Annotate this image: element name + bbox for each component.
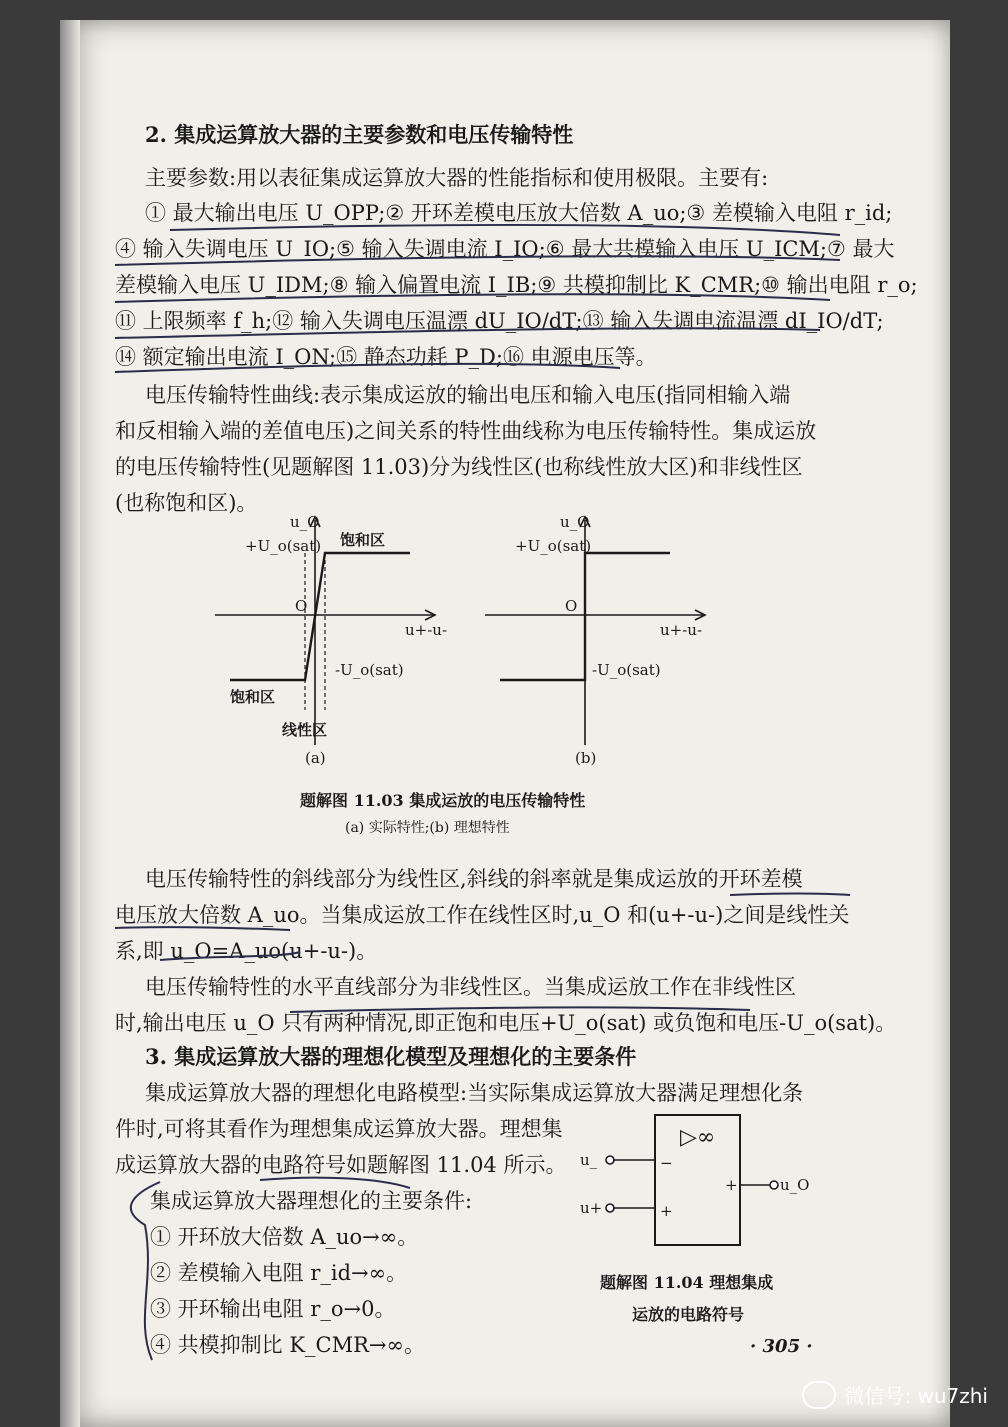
pos-sat-label: +U_o(sat) <box>245 537 322 555</box>
plus-sign: + <box>660 1202 673 1220</box>
noninverting-input-label: u+ <box>580 1199 603 1217</box>
page-number: · 305 · <box>750 1336 813 1357</box>
y-axis-label: u_O <box>290 513 320 531</box>
paragraph-line: 的电压传输特性(见题解图 11.03)分为线性区(也称线性放大区)和非线性区 <box>115 455 803 479</box>
paragraph-line: 成运算放大器的电路符号如题解图 11.04 所示。 <box>115 1153 567 1177</box>
pos-sat-label: +U_o(sat) <box>515 537 592 555</box>
condition-item: ② 差模输入电阻 r_id→∞。 <box>150 1261 408 1285</box>
sat-region-label: 饱和区 <box>340 531 386 549</box>
neg-sat-label: -U_o(sat) <box>335 661 404 679</box>
inverting-input-label: u_ <box>580 1151 598 1169</box>
sat-region-label: 饱和区 <box>230 688 276 706</box>
paragraph-line: 集成运算放大器的理想化电路模型:当实际集成运算放大器满足理想化条 <box>145 1081 804 1105</box>
figure-caption: 题解图 11.04 理想集成 <box>600 1273 774 1292</box>
figure-1103a <box>210 513 450 767</box>
paragraph-line: 差模输入电压 U_IDM;⑧ 输入偏置电流 I_IB;⑨ 共模抑制比 K_CMR;⑩ 输出电阻 r_o; <box>115 273 918 297</box>
figure-1103b <box>480 513 720 767</box>
paragraph-line: 电压传输特性曲线:表示集成运放的输出电压和输入电压(指同相输入端 <box>145 383 791 407</box>
x-axis-label: u+-u- <box>405 621 448 639</box>
figure-caption: 运放的电路符号 <box>632 1305 745 1324</box>
condition-item: ③ 开环输出电阻 r_o→0。 <box>150 1297 396 1321</box>
paragraph-line: 电压传输特性的水平直线部分为非线性区。当集成运放工作在非线性区 <box>145 975 796 999</box>
subfigure-label: (a) <box>305 749 326 767</box>
paragraph-line: (也称饱和区)。 <box>115 491 258 515</box>
watermark <box>802 1380 988 1409</box>
wechat-icon <box>802 1381 836 1409</box>
origin-label: O <box>295 597 308 615</box>
paragraph-line: ⑪ 上限频率 f_h;⑫ 输入失调电压温漂 dU_IO/dT;⑬ 输入失调电流温漂 dI_IO/dT; <box>115 309 884 333</box>
section2-heading: 2. 集成运算放大器的主要参数和电压传输特性 <box>145 122 574 147</box>
condition-item: ④ 共模抑制比 K_CMR→∞。 <box>150 1333 426 1357</box>
section3-heading: 3. 集成运算放大器的理想化模型及理想化的主要条件 <box>145 1044 637 1069</box>
watermark-text: 微信号: wu7zhi <box>844 1384 988 1408</box>
linear-region-label: 线性区 <box>282 721 328 739</box>
y-axis-label: u_O <box>560 513 590 531</box>
subfigure-label: (b) <box>575 749 597 767</box>
paragraph-line: 件时,可将其看作为理想集成运算放大器。理想集 <box>115 1117 563 1141</box>
amplifier-triangle-icon: ▷∞ <box>680 1125 716 1150</box>
handwritten-underlines <box>60 20 950 420</box>
condition-item: ① 开环放大倍数 A_uo→∞。 <box>150 1225 419 1249</box>
paragraph-line: 系,即 u_O=A_uo(u+-u-)。 <box>115 939 378 963</box>
handwritten-underlines <box>60 860 950 1060</box>
paragraph-line: 电压放大倍数 A_uo。当集成运放工作在线性区时,u_O 和(u+-u-)之间是线性关 <box>115 903 850 927</box>
paragraph-line: ④ 输入失调电压 U_IO;⑤ 输入失调电流 I_IO;⑥ 最大共模输入电压 U_ICM;⑦ 最大 <box>115 237 895 261</box>
figure-subcaption: (a) 实际特性;(b) 理想特性 <box>345 820 510 836</box>
neg-sat-label: -U_o(sat) <box>592 661 661 679</box>
paragraph-line: ① 最大输出电压 U_OPP;② 开环差模电压放大倍数 A_uo;③ 差模输入电阻 r_id; <box>145 201 893 225</box>
book-page <box>60 20 950 1427</box>
x-axis-label: u+-u- <box>660 621 703 639</box>
paragraph-line: 主要参数:用以表征集成运算放大器的性能指标和使用极限。主要有: <box>145 166 769 190</box>
plus-sign: + <box>725 1176 738 1194</box>
figure-caption: 题解图 11.03 集成运放的电压传输特性 <box>300 791 586 810</box>
paragraph-line: 和反相输入端的差值电压)之间关系的特性曲线称为电压传输特性。集成运放 <box>115 419 817 443</box>
minus-sign: − <box>660 1154 673 1172</box>
paragraph-line: 集成运算放大器理想化的主要条件: <box>150 1189 473 1213</box>
paragraph-line: 时,输出电压 u_O 只有两种情况,即正饱和电压+U_o(sat) 或负饱和电压-U_o(sat)。 <box>115 1011 897 1035</box>
paragraph-line: 电压传输特性的斜线部分为线性区,斜线的斜率就是集成运放的开环差模 <box>145 867 803 891</box>
paragraph-line: ⑭ 额定输出电流 I_ON;⑮ 静态功耗 P_D;⑯ 电源电压等。 <box>115 345 657 369</box>
figure-1104-opamp <box>580 1110 840 1260</box>
output-label: u_O <box>780 1176 810 1194</box>
handwritten-bracket <box>60 1170 460 1370</box>
origin-label: O <box>565 597 578 615</box>
